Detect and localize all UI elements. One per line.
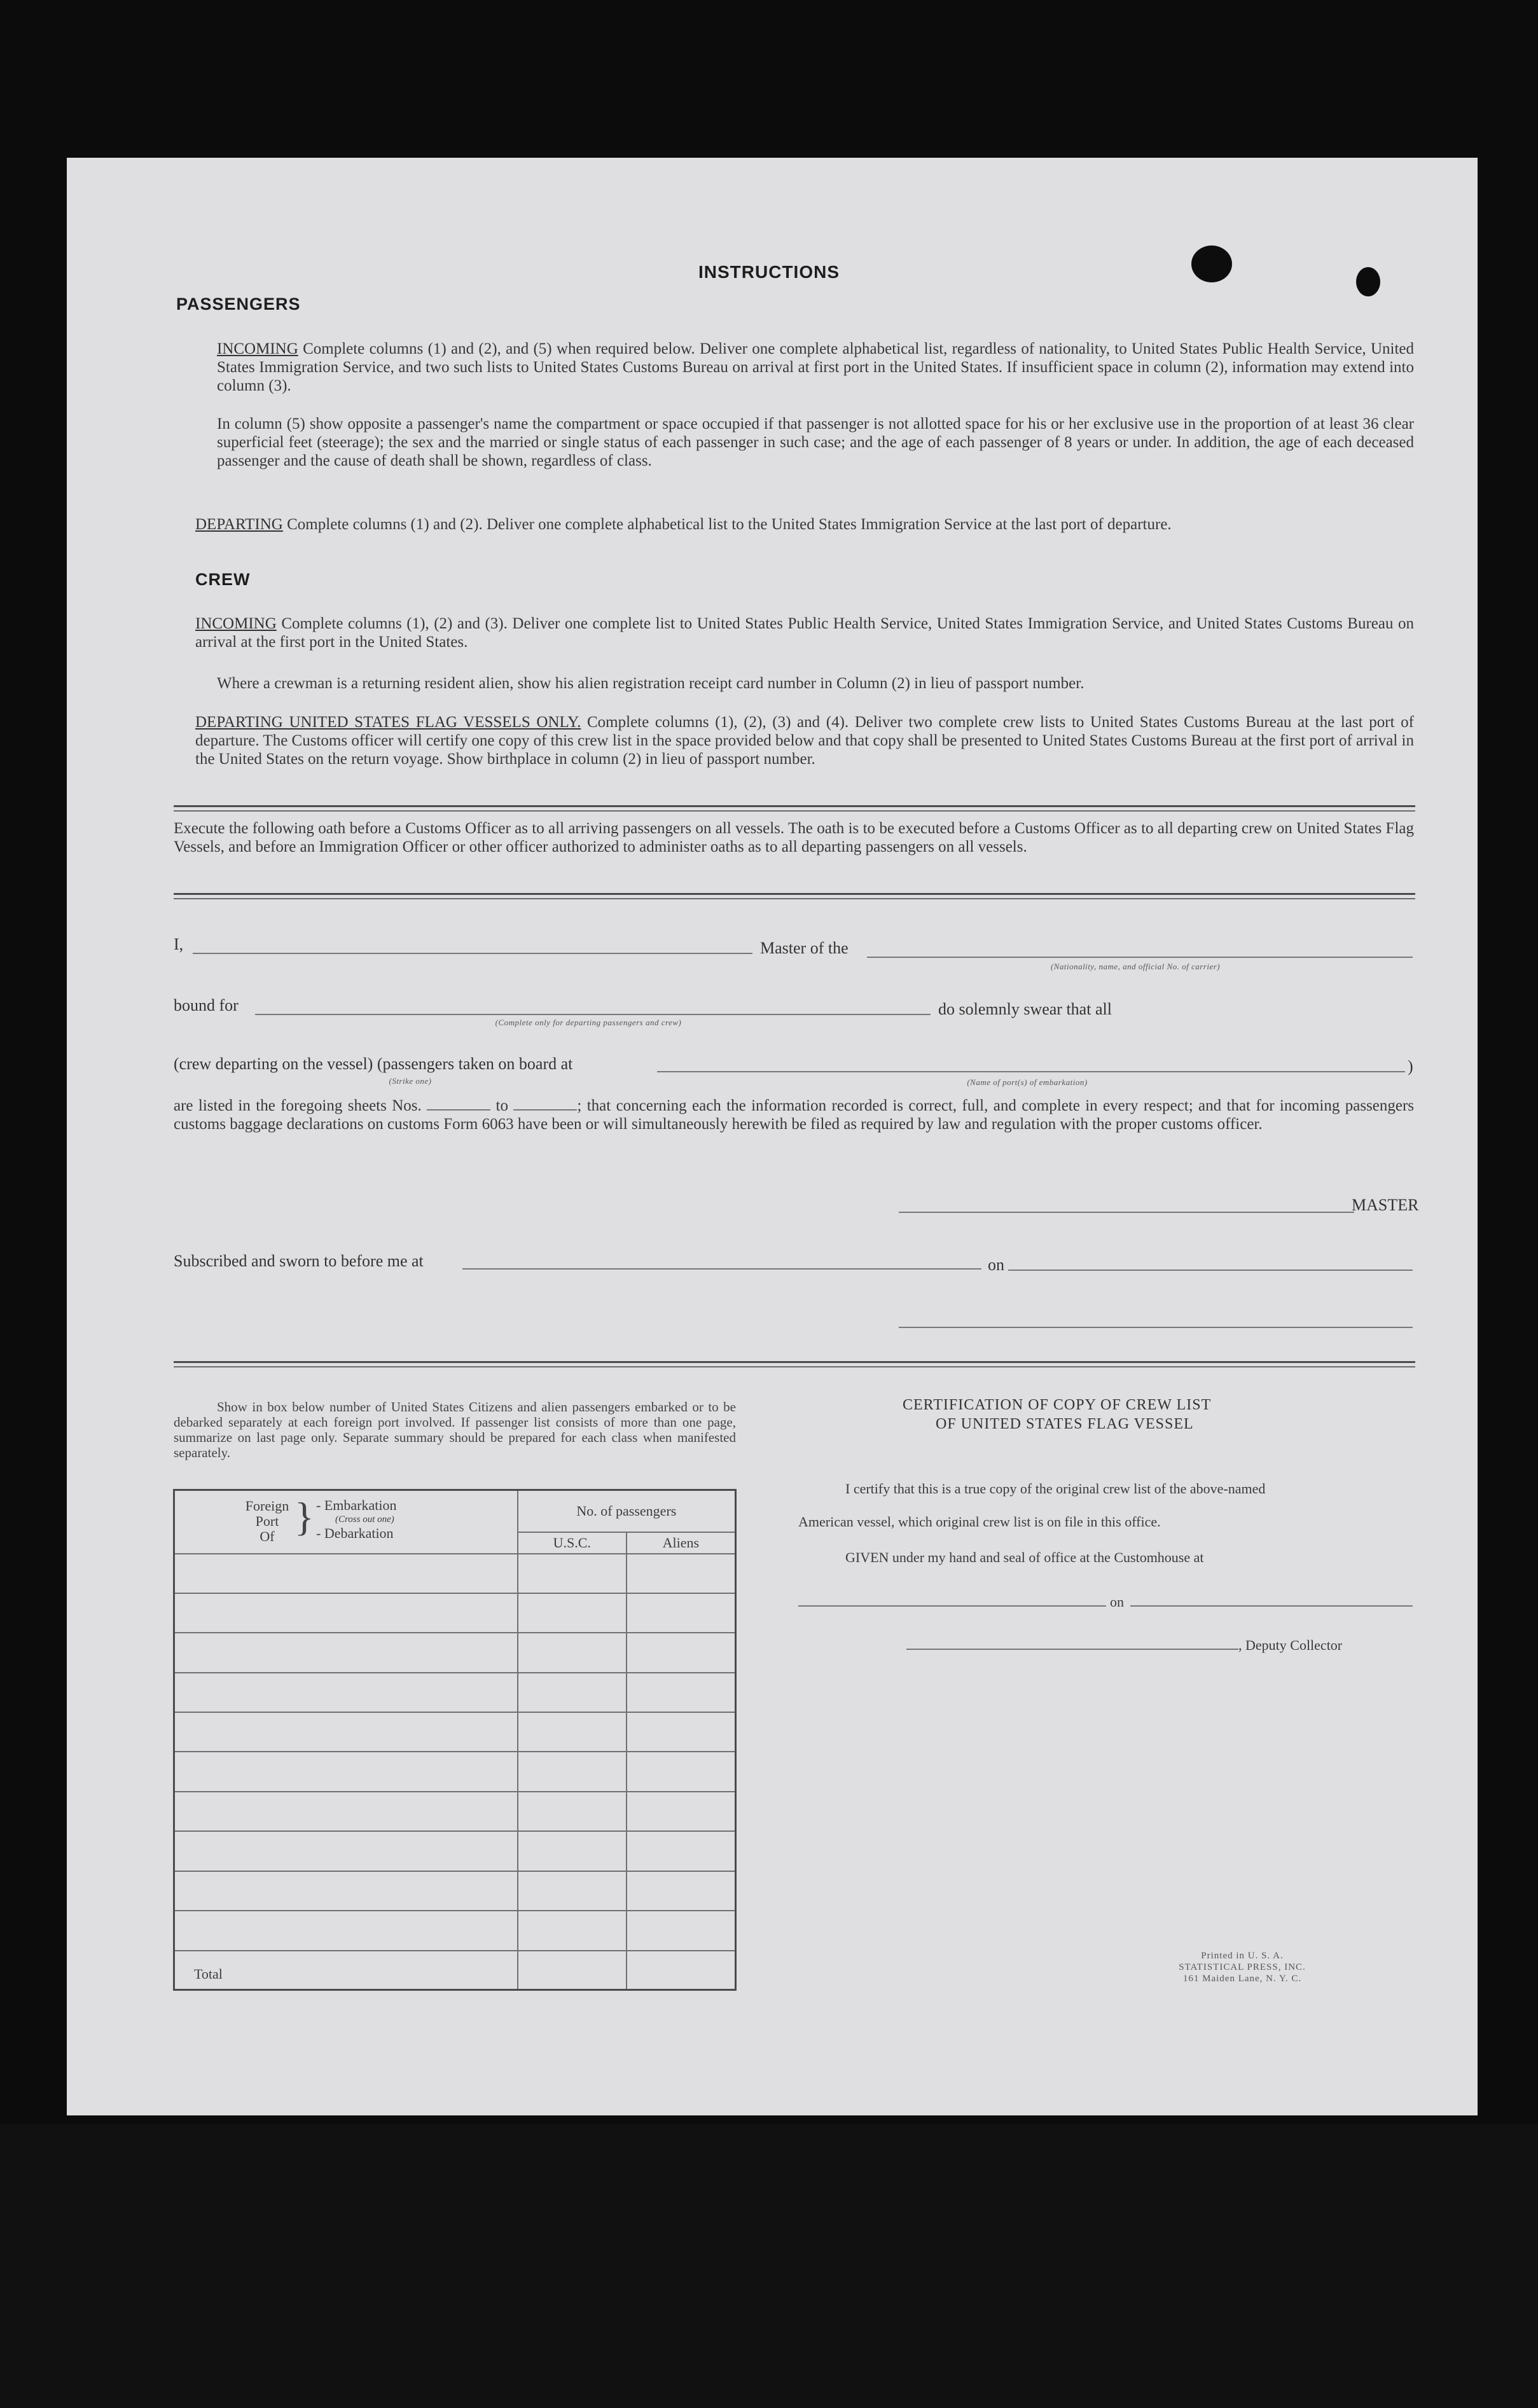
- departing-caption: (Complete only for departing passengers and crew): [495, 1018, 682, 1027]
- passengers-heading: PASSENGERS: [176, 294, 301, 314]
- port-cell[interactable]: [174, 1792, 518, 1831]
- aliens-header: Aliens: [627, 1532, 736, 1554]
- aliens-cell[interactable]: [627, 1911, 736, 1950]
- total-label: Total: [174, 1951, 518, 1990]
- passengers-incoming-instruction: [217, 340, 1414, 395]
- customhouse-field[interactable]: [798, 1605, 1106, 1607]
- port-cell[interactable]: [174, 1593, 518, 1633]
- table-row: [174, 1792, 736, 1831]
- crew-passengers-label: (crew departing on the vessel) (passengers taken on board at: [174, 1055, 573, 1073]
- bound-for-field[interactable]: [255, 1014, 931, 1015]
- ink-blot: [1356, 267, 1380, 296]
- aliens-total-cell[interactable]: [627, 1951, 736, 1990]
- crew-departing-instruction: [195, 713, 1414, 768]
- usc-cell[interactable]: [518, 1911, 627, 1950]
- port-cell[interactable]: [174, 1633, 518, 1672]
- solemnly-label: do solemnly swear that all: [938, 1000, 1112, 1018]
- port-cell[interactable]: [174, 1554, 518, 1593]
- departing-text: Complete columns (1) and (2). Deliver one complete alphabetical list to the United States Immigration Service at the last port of departure.: [287, 516, 1172, 533]
- certify-line-1: I certify that this is a true copy of the original crew list of the above-named: [845, 1481, 1266, 1497]
- officer-signature-field[interactable]: [899, 1327, 1413, 1328]
- given-line: GIVEN under my hand and seal of office at the Customhouse at: [845, 1549, 1204, 1565]
- port-caption: (Name of port(s) of embarkation): [967, 1077, 1088, 1087]
- usc-cell[interactable]: [518, 1792, 627, 1831]
- table-row: [174, 1871, 736, 1911]
- crew-departing-text: Complete columns (1), (2), (3) and (4). Deliver two complete crew lists to United States Customs Bureau at the last port of departure. The Customs officer will certify one copy of this crew list in the space provided below and that copy shall be presented to United States Customs Bureau at the first port of arrival in the United States on the return voyage. Show birthplace in column (2) in lieu of passport number.: [195, 714, 1414, 768]
- table-row: [174, 1712, 736, 1752]
- usc-cell[interactable]: [518, 1673, 627, 1712]
- crew-departing-label: DEPARTING UNITED STATES FLAG VESSELS ONLY.: [195, 714, 581, 731]
- master-of-the-label: Master of the: [760, 939, 849, 957]
- crew-alien-instruction: Where a crewman is a returning resident alien, show his alien registration receipt card number in Column (2) in lieu of passport number.: [217, 675, 1084, 692]
- sheet-from-field[interactable]: [427, 1109, 490, 1111]
- usc-cell[interactable]: [518, 1871, 627, 1911]
- master-name-field[interactable]: [193, 953, 752, 954]
- aliens-cell[interactable]: [627, 1712, 736, 1752]
- scan-background-bottom: [0, 2124, 1538, 2408]
- aliens-cell[interactable]: [627, 1752, 736, 1791]
- master-signature-field[interactable]: [899, 1212, 1354, 1213]
- usc-cell[interactable]: [518, 1712, 627, 1752]
- aliens-cell[interactable]: [627, 1831, 736, 1871]
- close-paren: ): [1408, 1057, 1413, 1076]
- usc-cell[interactable]: [518, 1752, 627, 1791]
- incoming-label: INCOMING: [217, 340, 298, 357]
- certification-date-field[interactable]: [1130, 1605, 1413, 1607]
- usc-cell[interactable]: [518, 1554, 627, 1593]
- of-label: Of: [260, 1528, 275, 1544]
- printer-imprint: [1153, 1950, 1331, 1984]
- usc-total-cell[interactable]: [518, 1951, 627, 1990]
- usc-header: U.S.C.: [518, 1532, 627, 1554]
- certification-heading-2: OF UNITED STATES FLAG VESSEL: [936, 1416, 1194, 1432]
- brace-icon: }: [294, 1494, 314, 1539]
- total-row: [174, 1951, 736, 1990]
- printer-line-2: STATISTICAL PRESS, INC.: [1179, 1962, 1306, 1972]
- incoming-text: Complete columns (1) and (2), and (5) when required below. Deliver one complete alphabetical list, regardless of nationality, to United States Public Health Service, United States Immigration Service, and two such lists to United States Customs Bureau on arrival at first port in the United States. If insufficient space in column (2), information may extend into column (3).: [217, 340, 1415, 394]
- certification-heading-1: CERTIFICATION OF COPY OF CREW LIST: [903, 1397, 1212, 1413]
- bound-for-label: bound for: [174, 996, 239, 1014]
- port-label: Port: [255, 1513, 279, 1529]
- cross-out-caption: (Cross out one): [335, 1514, 394, 1525]
- aliens-cell[interactable]: [627, 1633, 736, 1672]
- embarkation-port-field[interactable]: [657, 1071, 1405, 1072]
- crew-incoming-instruction: [195, 614, 1414, 651]
- crew-incoming-label: INCOMING: [195, 615, 277, 632]
- departing-label: DEPARTING: [195, 516, 283, 533]
- passenger-summary-table: [173, 1489, 737, 1991]
- table-row: [174, 1593, 736, 1633]
- oath-instruction: Execute the following oath before a Customs Officer as to all arriving passengers on all vessels. The oath is to be executed before a Customs Officer as to all departing crew on United States Flag Vessels, and before an Immigration Officer or other officer authorized to administer oaths as to all departing passengers on all vessels.: [174, 820, 1414, 855]
- sworn-date-field[interactable]: [1008, 1270, 1413, 1271]
- deputy-signature-field[interactable]: [906, 1649, 1238, 1650]
- port-cell[interactable]: [174, 1871, 518, 1911]
- port-cell[interactable]: [174, 1831, 518, 1871]
- foreign-port-header: [174, 1490, 518, 1554]
- sworn-on-label: on: [988, 1256, 1004, 1274]
- port-cell[interactable]: [174, 1911, 518, 1950]
- aliens-cell[interactable]: [627, 1554, 736, 1593]
- column5-instruction: In column (5) show opposite a passenger's name the compartment or space occupied if that passenger is not allotted space for his or her exclusive use in the proportion of at least 36 clear superficial feet (steerage); the sex and the married or single status of each passenger in such case; and the age of each passenger of 8 years or under. In addition, the age of each deceased passenger and the cause of death shall be shown, regardless of class.: [217, 415, 1414, 469]
- foreign-label: Foreign: [245, 1498, 289, 1514]
- summary-instruction: Show in box below number of United States Citizens and alien passengers embarked or to be debarked separately at each foreign port involved. If passenger list consists of more than one page, summarize on last page only. Separate summary should be prepared for each class when manifested separately.: [174, 1399, 736, 1460]
- page-title: INSTRUCTIONS: [698, 262, 840, 282]
- listed-to: to: [495, 1097, 508, 1114]
- listed-text-a: are listed in the foregoing sheets Nos.: [174, 1097, 422, 1114]
- table-row: [174, 1911, 736, 1950]
- crew-heading: CREW: [195, 570, 251, 589]
- table-row: [174, 1831, 736, 1871]
- printer-line-1: Printed in U. S. A.: [1201, 1951, 1284, 1961]
- strike-caption: (Strike one): [389, 1076, 432, 1086]
- carrier-caption: (Nationality, name, and official No. of carrier): [1050, 962, 1221, 971]
- listed-statement: [174, 1097, 1414, 1133]
- carrier-field[interactable]: [867, 957, 1413, 958]
- embarkation-label: - Embarkation: [316, 1497, 397, 1513]
- master-label: MASTER: [1352, 1196, 1419, 1214]
- sworn-location-field[interactable]: [462, 1268, 981, 1270]
- sheet-to-field[interactable]: [513, 1109, 577, 1111]
- no-of-passengers-header: No. of passengers: [518, 1490, 736, 1532]
- crew-incoming-text: Complete columns (1), (2) and (3). Deliver one complete list to United States Public Health Service, United States Immigration Service, and United States Customs Bureau on arrival at the first port in the United States.: [195, 615, 1414, 651]
- deputy-collector-label: , Deputy Collector: [1238, 1637, 1343, 1653]
- certification-on-label: on: [1110, 1594, 1124, 1610]
- table-row: [174, 1673, 736, 1712]
- usc-cell[interactable]: [518, 1593, 627, 1633]
- table-row: [174, 1633, 736, 1672]
- port-cell[interactable]: [174, 1752, 518, 1791]
- certify-line-2: American vessel, which original crew list is on file in this office.: [798, 1514, 1161, 1530]
- usc-cell[interactable]: [518, 1633, 627, 1672]
- aliens-cell[interactable]: [627, 1593, 736, 1633]
- section-divider: [174, 805, 1415, 812]
- section-divider: [174, 893, 1415, 899]
- oath-i-label: I,: [174, 935, 184, 953]
- debarkation-label: - Debarkation: [316, 1525, 394, 1541]
- table-row: [174, 1554, 736, 1593]
- port-cell[interactable]: [174, 1673, 518, 1712]
- listed-text-b: ; that concerning each the information recorded is correct, full, and complete in every respect; and that for incoming passengers customs baggage declarations on customs Form 6063 have been or will simultaneously herewith be filed as required by law and regulation with the proper customs officer.: [174, 1097, 1415, 1133]
- subscribed-label: Subscribed and sworn to before me at: [174, 1252, 424, 1270]
- ink-blot: [1191, 246, 1232, 282]
- port-cell[interactable]: [174, 1712, 518, 1752]
- passengers-departing-instruction: [195, 515, 1414, 534]
- table-row: [174, 1752, 736, 1791]
- aliens-cell[interactable]: [627, 1871, 736, 1911]
- usc-cell[interactable]: [518, 1831, 627, 1871]
- aliens-cell[interactable]: [627, 1792, 736, 1831]
- aliens-cell[interactable]: [627, 1673, 736, 1712]
- section-divider: [174, 1361, 1415, 1367]
- printer-line-3: 161 Maiden Lane, N. Y. C.: [1182, 1974, 1302, 1984]
- form-page: [67, 158, 1478, 2115]
